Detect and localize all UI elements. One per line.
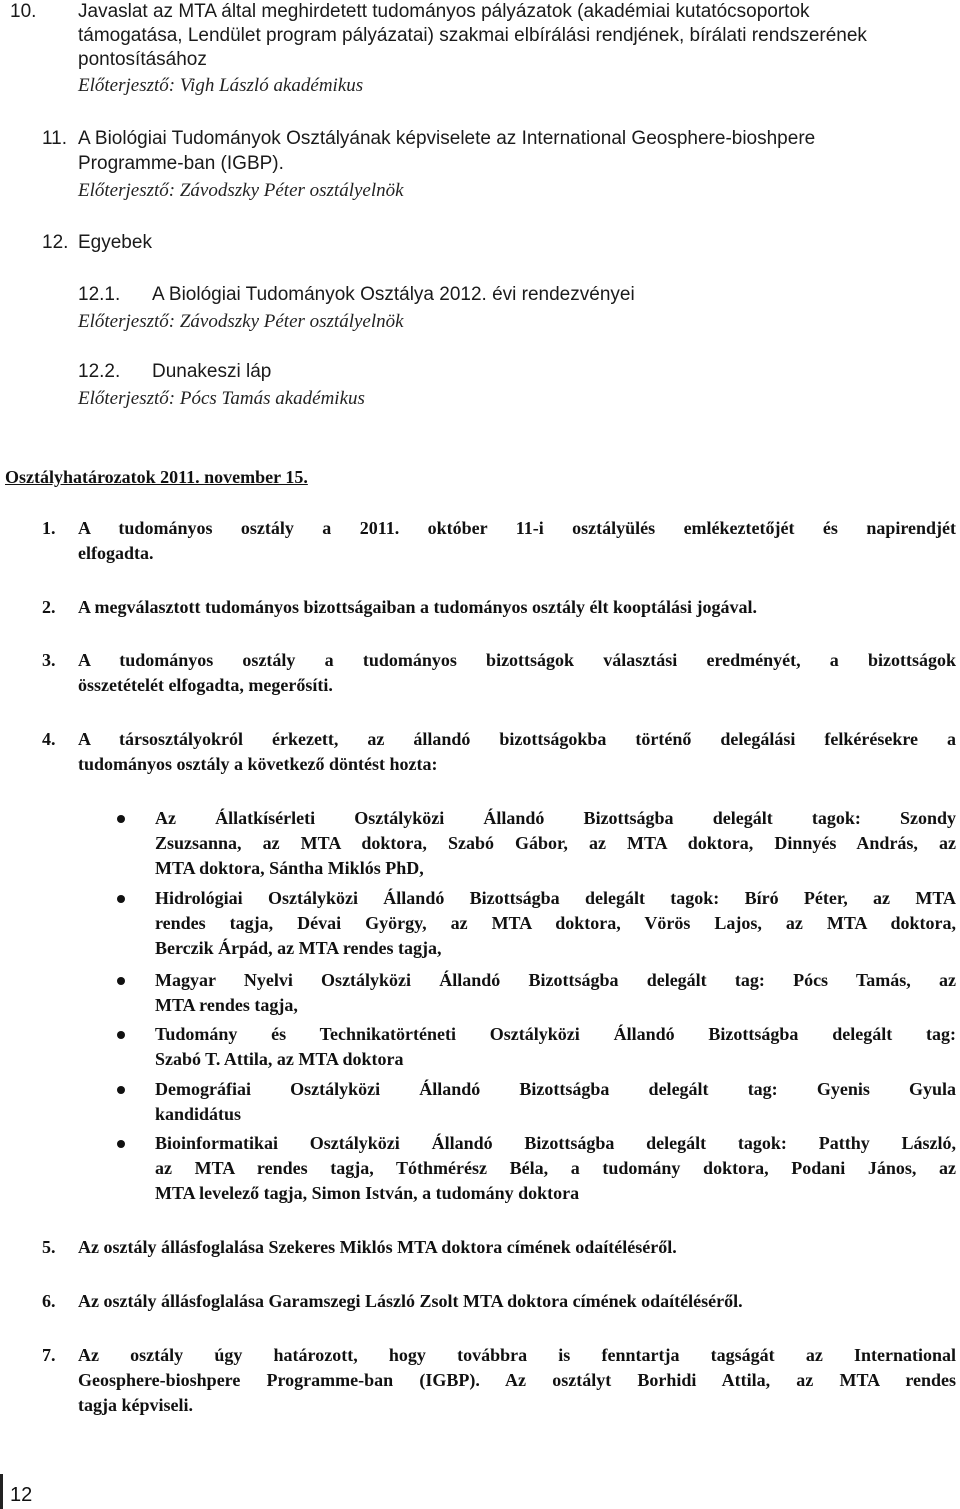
- resolution-1-line: A tudományos osztály a 2011. október 11-i osztályülés emlékeztetőjét és napirendjét: [78, 518, 956, 538]
- bullet-dot: [117, 977, 125, 985]
- resolution-4-number: 4.: [42, 729, 56, 749]
- item-12-2-number: 12.2.: [78, 361, 121, 382]
- resolution-7-line: tagja képviseli.: [78, 1395, 193, 1415]
- resolutions-heading: Osztályhatározatok 2011. november 15.: [5, 467, 308, 487]
- item-12-1-number: 12.1.: [78, 284, 121, 305]
- page-number: 12: [10, 1484, 33, 1506]
- item-12-2-presenter: Előterjesztő: Pócs Tamás akadémikus: [78, 388, 365, 409]
- delegation-line: MTA rendes tagja,: [155, 995, 298, 1015]
- item-11-number: 11.: [42, 128, 68, 149]
- item-12-1-presenter: Előterjesztő: Závodszky Péter osztályelnök: [78, 311, 404, 332]
- resolution-3-number: 3.: [42, 650, 56, 670]
- resolution-6-number: 6.: [42, 1291, 56, 1311]
- delegation-line: Berczik Árpád, az MTA rendes tagja,: [155, 938, 442, 958]
- delegation-line: Zsuzsanna, az MTA doktora, Szabó Gábor, az MTA doktora, Dinnyés András, az: [155, 833, 956, 853]
- resolution-7-number: 7.: [42, 1345, 56, 1365]
- item-10-line: Javaslat az MTA által meghirdetett tudományos pályázatok (akadémiai kutatócsoportok: [78, 1, 810, 22]
- item-11-line: Programme-ban (IGBP).: [78, 153, 284, 174]
- bullet-dot: [117, 1140, 125, 1148]
- resolution-7-line: Geosphere-bioshpere Programme-ban (IGBP). Az osztályt Borhidi Attila, az MTA rendes: [78, 1370, 956, 1390]
- delegation-line: Az Állatkísérleti Osztályközi Állandó Bizottságba delegált tagok: Szondy: [155, 808, 956, 828]
- footer-rule: [0, 1474, 3, 1509]
- item-12-1-title: A Biológiai Tudományok Osztálya 2012. évi rendezvényei: [152, 284, 635, 305]
- delegation-line: Hidrológiai Osztályközi Állandó Bizottságba delegált tagok: Bíró Péter, az MTA: [155, 888, 956, 908]
- delegation-line: Szabó T. Attila, az MTA doktora: [155, 1049, 404, 1069]
- resolution-2-number: 2.: [42, 597, 56, 617]
- item-12-number: 12.: [42, 232, 69, 253]
- resolution-4-line: A társosztályokról érkezett, az állandó bizottságokba történő delegálási felkérésekre a: [78, 729, 956, 749]
- item-11-presenter: Előterjesztő: Závodszky Péter osztályelnök: [78, 180, 404, 201]
- delegation-line: MTA doktora, Sántha Miklós PhD,: [155, 858, 424, 878]
- resolution-5-number: 5.: [42, 1237, 56, 1257]
- delegation-line: Magyar Nyelvi Osztályközi Állandó Bizottságba delegált tag: Pócs Tamás, az: [155, 970, 956, 990]
- resolution-1-line: elfogadta.: [78, 543, 154, 563]
- resolution-5-line: Az osztály állásfoglalása Szekeres Miklós MTA doktora címének odaítéléséről.: [78, 1237, 677, 1257]
- item-10-number: 10.: [10, 1, 37, 22]
- item-10-line: pontosításához: [78, 49, 207, 70]
- delegation-line: MTA levelező tagja, Simon István, a tudomány doktora: [155, 1183, 580, 1203]
- item-11-line: A Biológiai Tudományok Osztályának képviselete az International Geosphere-bioshpere: [78, 128, 816, 149]
- resolution-3-line: A tudományos osztály a tudományos bizottságok választási eredményét, a bizottságok: [78, 650, 956, 670]
- resolution-3-line: összetételét elfogadta, megerősíti.: [78, 675, 333, 695]
- delegation-line: rendes tagja, Dévai György, az MTA doktora, Vörös Lajos, az MTA doktora,: [155, 913, 956, 933]
- item-10-presenter: Előterjesztő: Vigh László akadémikus: [78, 75, 364, 96]
- resolution-2-line: A megválasztott tudományos bizottságaiban a tudományos osztály élt kooptálási jogával.: [78, 597, 758, 617]
- bullet-dot: [117, 1086, 125, 1094]
- item-12-2-title: Dunakeszi láp: [152, 361, 272, 382]
- delegation-line: kandidátus: [155, 1104, 242, 1124]
- resolution-7-line: Az osztály úgy határozott, hogy továbbra is fenntartja tagságát az International: [78, 1345, 956, 1365]
- delegation-line: Bioinformatikai Osztályközi Állandó Bizottságba delegált tagok: Patthy László,: [155, 1133, 956, 1153]
- resolution-4-line: tudományos osztály a következő döntést hozta:: [78, 754, 438, 774]
- delegation-line: Tudomány és Technikatörténeti Osztályközi Állandó Bizottságba delegált tag:: [155, 1024, 956, 1044]
- bullet-dot: [117, 815, 125, 823]
- resolution-1-number: 1.: [42, 518, 56, 538]
- item-12-title: Egyebek: [78, 232, 152, 253]
- delegation-line: Demográfiai Osztályközi Állandó Bizottságba delegált tag: Gyenis Gyula: [155, 1079, 956, 1099]
- delegation-line: az MTA rendes tagja, Tóthmérész Béla, a tudomány doktora, Podani János, az: [155, 1158, 956, 1178]
- bullet-dot: [117, 895, 125, 903]
- resolution-6-line: Az osztály állásfoglalása Garamszegi László Zsolt MTA doktora címének odaítéléséről.: [78, 1291, 743, 1311]
- bullet-dot: [117, 1031, 125, 1039]
- item-10-line: támogatása, Lendület program pályázatai) szakmai elbírálási rendjének, bírálati rendszerének: [78, 25, 867, 46]
